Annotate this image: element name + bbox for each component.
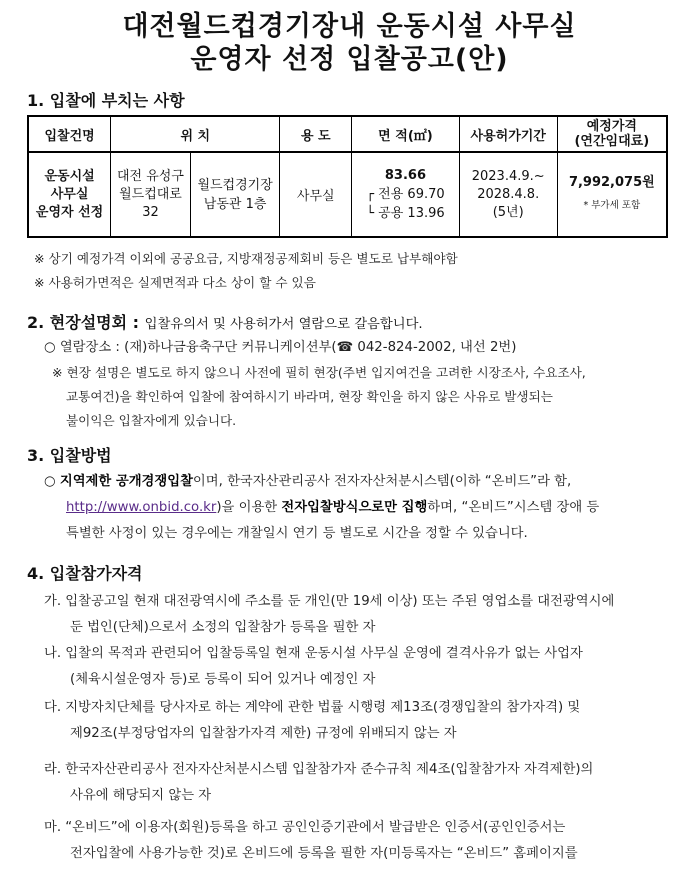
section-2-title: 2. 현장설명회 : [27,313,140,332]
section-2-heading [27,310,423,333]
list-item-cont: 둔 법인(단체)으로서 소정의 입찰참가 등록을 필한 자 [70,620,376,635]
period-length: (5년) [492,204,524,220]
header-location: 위 치 [111,116,280,152]
title-line-1: 대전월드컵경기장내 운동시설 사무실 [122,11,577,42]
title-line-2: 운영자 선정 입찰공고(안) [190,44,509,75]
section-1-heading: 1. 입찰에 부치는 사항 [27,91,185,110]
header-use: 용 도 [280,116,352,152]
table-row [28,152,667,237]
site-note-line3: 불이익은 입찰자에게 있습니다. [66,413,237,428]
area-breakdown [366,185,444,223]
method-text1: 이며, 한국자산관리공사 전자자산처분시스템(이하 “온비드”라 함, [192,474,572,489]
header-price [557,116,667,152]
address-line3: 32 [142,204,159,220]
list-item: 나. 입찰의 목적과 관련되어 입찰등록일 현재 운동시설 사무실 운영에 결격사유가 없는 사업자 [44,646,583,661]
area-exclusive: ┌ 전용 69.70 [366,187,445,202]
bid-name-line2: 사무실 [50,186,89,202]
method-type: 지역제한 공개경쟁입찰 [59,474,193,489]
bid-name-line3: 운영자 선정 [35,204,104,220]
note-1: ※ 상기 예정가격 이외에 공공요금, 지방재정공제회비 등은 별도로 납부해야함 [34,251,458,266]
list-item-cont: (체육시설운영자 등)로 등록이 되어 있거나 예정인 자 [70,672,376,687]
method-electronic: 전자입찰방식으로만 집행 [281,500,428,515]
inspection-place: ○ 열람장소 : (재)하나금융축구단 커뮤니케이션부(☎ 042-824-2002, 내선 2번) [44,340,517,355]
cell-building [190,152,280,237]
section-2-desc: 입찰유의서 및 사용허가서 열람으로 갈음합니다. [144,317,423,332]
header-price-line2: (연간임대료) [574,134,650,149]
cell-bid-name [28,152,111,237]
list-item: 가. 입찰공고일 현재 대전광역시에 주소를 둔 개인(만 19세 이상) 또는 주된 영업소를 대전광역시에 [44,594,615,609]
address-line2: 월드컵대로 [119,186,182,202]
header-area: 면 적(㎡) [352,116,460,152]
cell-use: 사무실 [280,152,352,237]
section-3-heading: 3. 입찰방법 [27,446,112,465]
period-start: 2023.4.9.~ [471,168,545,184]
section-4-heading: 4. 입찰참가자격 [27,564,143,583]
area-common: └ 공용 13.96 [366,206,445,221]
list-item: 마. “온비드”에 이용자(회원)등록을 하고 공인인증기관에서 발급받은 인증서(공인인증서는 [44,820,566,835]
header-period: 사용허가기간 [459,116,557,152]
address-line1: 대전 유성구 [117,168,184,184]
method-text2: )을 이용한 [216,500,278,515]
area-total: 83.66 [384,168,426,183]
list-item: 라. 한국자산관리공사 전자자산처분시스템 입찰참가자 준수규칙 제4조(입찰참가자 자격제한)의 [44,762,594,777]
onbid-link[interactable]: http://www.onbid.co.kr [66,500,217,515]
list-item-cont: 사유에 해당되지 않는 자 [70,788,212,803]
note-2: ※ 사용허가면적은 실제면적과 다소 상이 할 수 있음 [34,275,316,290]
cell-address [111,152,191,237]
site-note-line1: ※ 현장 설명은 별도로 하지 않으니 사전에 필히 현장(주변 입지여건을 고려한 시장조사, 수요조사, [52,365,586,380]
period-end: 2028.4.8. [477,186,540,202]
vat-note: * 부가세 포함 [583,200,641,211]
header-price-line1: 예정가격 [586,119,637,134]
building-line2: 남동관 1층 [203,196,267,212]
bid-table [27,115,668,238]
list-item-cont: 제92조(부정당업자의 입찰참가자격 제한) 규정에 위배되지 않는 자 [70,726,457,741]
cell-area [352,152,460,237]
site-note-line2: 교통여건)을 확인하여 입찰에 참여하시기 바라며, 현장 확인을 하지 않은 사유로 발생되는 [66,389,553,404]
price-value: 7,992,075원 [568,175,655,190]
cell-price [557,152,667,237]
method-line3: 특별한 사정이 있는 경우에는 개찰일시 연기 등 별도로 시간을 정할 수 있습니다. [66,526,528,541]
bullet: ○ [44,474,56,489]
method-line1 [44,470,571,489]
cell-period [459,152,557,237]
building-line1: 월드컵경기장 [197,177,273,193]
list-item-cont: 전자입찰에 사용가능한 것)로 온비드에 등록을 필한 자(미등록자는 “온비드” 홈페이지를 [70,846,578,861]
method-text3: 하며, “온비드”시스템 장애 등 [427,500,600,515]
header-bid-name: 입찰건명 [28,116,111,152]
table-header-row [28,116,667,152]
list-item: 다. 지방자치단체를 당사자로 하는 계약에 관한 법률 시행령 제13조(경쟁입찰의 참가자격) 및 [44,700,581,715]
method-line2 [66,496,599,515]
bid-name-line1: 운동시설 [44,168,95,184]
